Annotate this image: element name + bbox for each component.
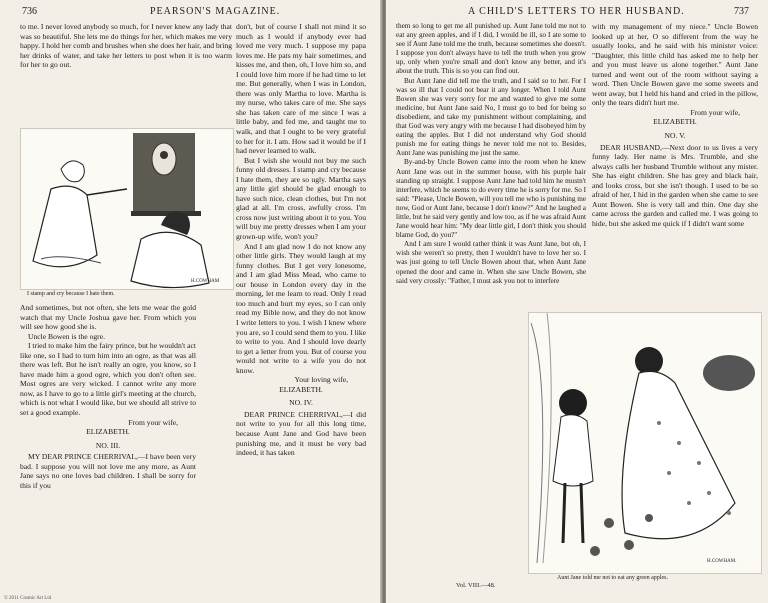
paragraph: DEAR HUSBAND,—Next door to us lives a very funny lady. Her name is Mrs. Trumble, and she always calls her husband Trumble without any mister. She has eight children. She has grey and black hair, and looks cross, but she isn't though. I used to be so afraid of her, I hid in the garden when she came to see Aunt Bowen. She is very tall and thin. One day she came across the garden and called me. I was going to hide, but she asked me quick if I didn't want some <box>592 142 758 228</box>
right-column-1 <box>396 22 586 286</box>
illustration-drawing <box>21 129 233 289</box>
illustration-signature: H.COWHAM. <box>707 559 737 564</box>
illustration-caption: Aunt Jane told me not to eat any green apples. <box>557 575 668 581</box>
chapter-heading: NO. V. <box>664 131 686 141</box>
illustration-caption: I stamp and cry because I hate them. <box>27 291 115 297</box>
paragraph: By-and-by Uncle Bowen came into the room when he knew Aunt Jane was out in the summer house, with his purple hair standing up straight. I suppose Aunt Jane had told him he mustn't interfere, which he seems to do every time he is sorry for me. So I said: "Please, Uncle Bowen, will you tell me who is punishing me now, God or Aunt Jane, because I don't know?" And he laughed a little, but he said very gently and low too, as if he was afraid Aunt Jane would hear him: "My dear little girl, I don't think you should blame God, do you?" <box>396 158 587 240</box>
left-top-text <box>20 22 232 70</box>
sign-off: Your loving wife, <box>294 375 348 385</box>
left-column-1 <box>20 303 196 490</box>
paragraph: MY DEAR PRINCE CHERRIVAL,—I have been very bad. I suppose you will not love me any more, as Aunt Jane says no one loves bad children. I shall be sorry for this if you <box>20 452 196 490</box>
running-head-left: PEARSON'S MAGAZINE. <box>150 6 281 17</box>
paragraph: And sometimes, but not often, she lets me wear the gold watch that my Uncle Joshua gave her. From which you will see how good she is. <box>20 303 196 332</box>
chapter-heading: NO. III. <box>95 440 121 450</box>
paragraph: But I wish she would not buy me such funny old dresses. I stamp and cry because I hate them, they are so ugly. Martha says any little girl should be glad enough to have such nice, clean clothes, but I'm not glad at all. I'm cross, awfully cross. I'm cross now just writing about it to you. You will buy me pretty dresses when I am your grown-up wife, won't you? <box>236 155 366 242</box>
paragraph: to me. I never loved anybody so much, for I never knew any lady that was so beautiful. She lets me do things for her, which makes me very happy. I hold her comb and brushes when she does her hair, and bring her drinks of water, and take her letters to post when it is too warm for her to go out. <box>20 22 232 70</box>
copyright-note: © 2011 Cosmic Art Ltd <box>4 596 52 601</box>
page-number-left: 736 <box>22 6 37 17</box>
paragraph: Uncle Bowen is the ogre. <box>28 331 105 341</box>
sign-off: From your wife, <box>128 417 178 427</box>
sign-off: From your wife, <box>690 107 740 117</box>
signature: ELIZABETH. <box>86 427 130 437</box>
paragraph: with my management of my niece." Uncle Bowen looked up at her, O so different from the way he usually looks, and he said with his minister voice: "Daughter, this little child has asked me to help her and you must leave us alone together." Aunt Jane turned and went out of the room without saying a word. Then Uncle Bowen gave me some sweets and went away, but I held his hand and cried in the pillow, only the tears didn't hurt me. <box>592 22 758 108</box>
left-column-2 <box>236 22 366 458</box>
paragraph: And I am glad now I do not know any other little girls. They would laugh at my funny clothes. But I get very lonesome, and I am glad Miss Mead, who came to our house in London every day in the morning, let me learn to read. Only I read too much and hurt my eyes, so I can only read my Bible now, and they do not know I write letters to you. I wish I knew where you are, so I could send them to you. I like to write to you. And I should love dearly to get a letter from you. But of course you would not write to a wife you do not know. <box>236 241 366 375</box>
chapter-heading: NO. IV. <box>289 398 313 408</box>
paragraph: DEAR PRINCE CHERRIVAL,—I did not write to you for all this long time, because Aunt Jane and God have been punishing me, and it must be very bad indeed, it has taken <box>236 409 366 458</box>
illustration-stamping-girl <box>20 128 234 297</box>
illustration-apples <box>528 312 762 581</box>
paragraph: But Aunt Jane did tell me the truth, and I said so to her. For I was so ill that I could not bear it any longer. When I told Aunt Bowen she was very sorry for me and wanted to give me some medicine, but Aunt Jane said No, I must go to bed for being so disobedient, and take my punishment without complaining, and that God was very angry with me because I had disobeyed him by eating the apples. But I did not understand why God should punish me for eating things he never told me not to. Besides, Aunt Jane was punishing me just the same. <box>396 76 586 158</box>
illustration-signature: H.COWHAM <box>191 279 220 284</box>
paragraph: I tried to make him the fairy prince, but he wouldn't act like one, so I had to turn him into an ogre, as that was all there was left. But he isn't really an ogre, you know, so I have made him a good ogre, which you don't often see. Most ogres are very wicked. I cannot write any more now, as I have to go to a little girl's meeting at the church, which is not what I would like, but we should all strive to set a good example. <box>20 341 196 418</box>
signature: ELIZABETH. <box>653 117 697 127</box>
paragraph: And I am sure I would rather think it was Aunt Jane, but oh, I wish she weren't so pretty, then I wouldn't have to love her so. I was just going to tell Uncle Bowen about that, when Aunt Jane opened the door and came in. When she saw Uncle Bowen, she said very crossly: "Father, I must ask you not to interfere <box>396 240 586 285</box>
volume-footer: Vol. VIII.—48. <box>456 582 496 589</box>
right-page <box>386 0 768 603</box>
paragraph: them so long to get me all punished up. Aunt Jane told me not to eat any green apples, and if I did, I would be ill, so I ate some to see if Aunt Jane told me the truth, because sometimes she doesn't. I suppose you don't always have to tell the truth when you grow up, only when you're small and don't know any better, and it's about the truth. This is so you can find out. <box>396 22 586 76</box>
right-column-2 <box>592 22 758 228</box>
illustration-drawing <box>529 313 761 573</box>
running-head-right: A CHILD'S LETTERS TO HER HUSBAND. <box>468 6 685 17</box>
signature: ELIZABETH. <box>279 384 323 394</box>
page-number-right: 737 <box>734 6 749 17</box>
paragraph: don't, but of course I shall not mind it so much as I would if anybody ever had loved me very much. I suppose my papa loves me. He pats my hair sometimes, and kisses me, and then, oh, I love him so, and I could love him more if he had time to let me. But generally, when I was in London, there was only Martha to love. Martha is my nurse, who takes care of me. She says she has taken care of me since I was a little baby, and fed me, and taught me to walk, and that I ought to be very grateful to her for it. I am. How sad it would be if I had never learned to walk. <box>236 22 366 156</box>
left-page <box>0 0 382 603</box>
